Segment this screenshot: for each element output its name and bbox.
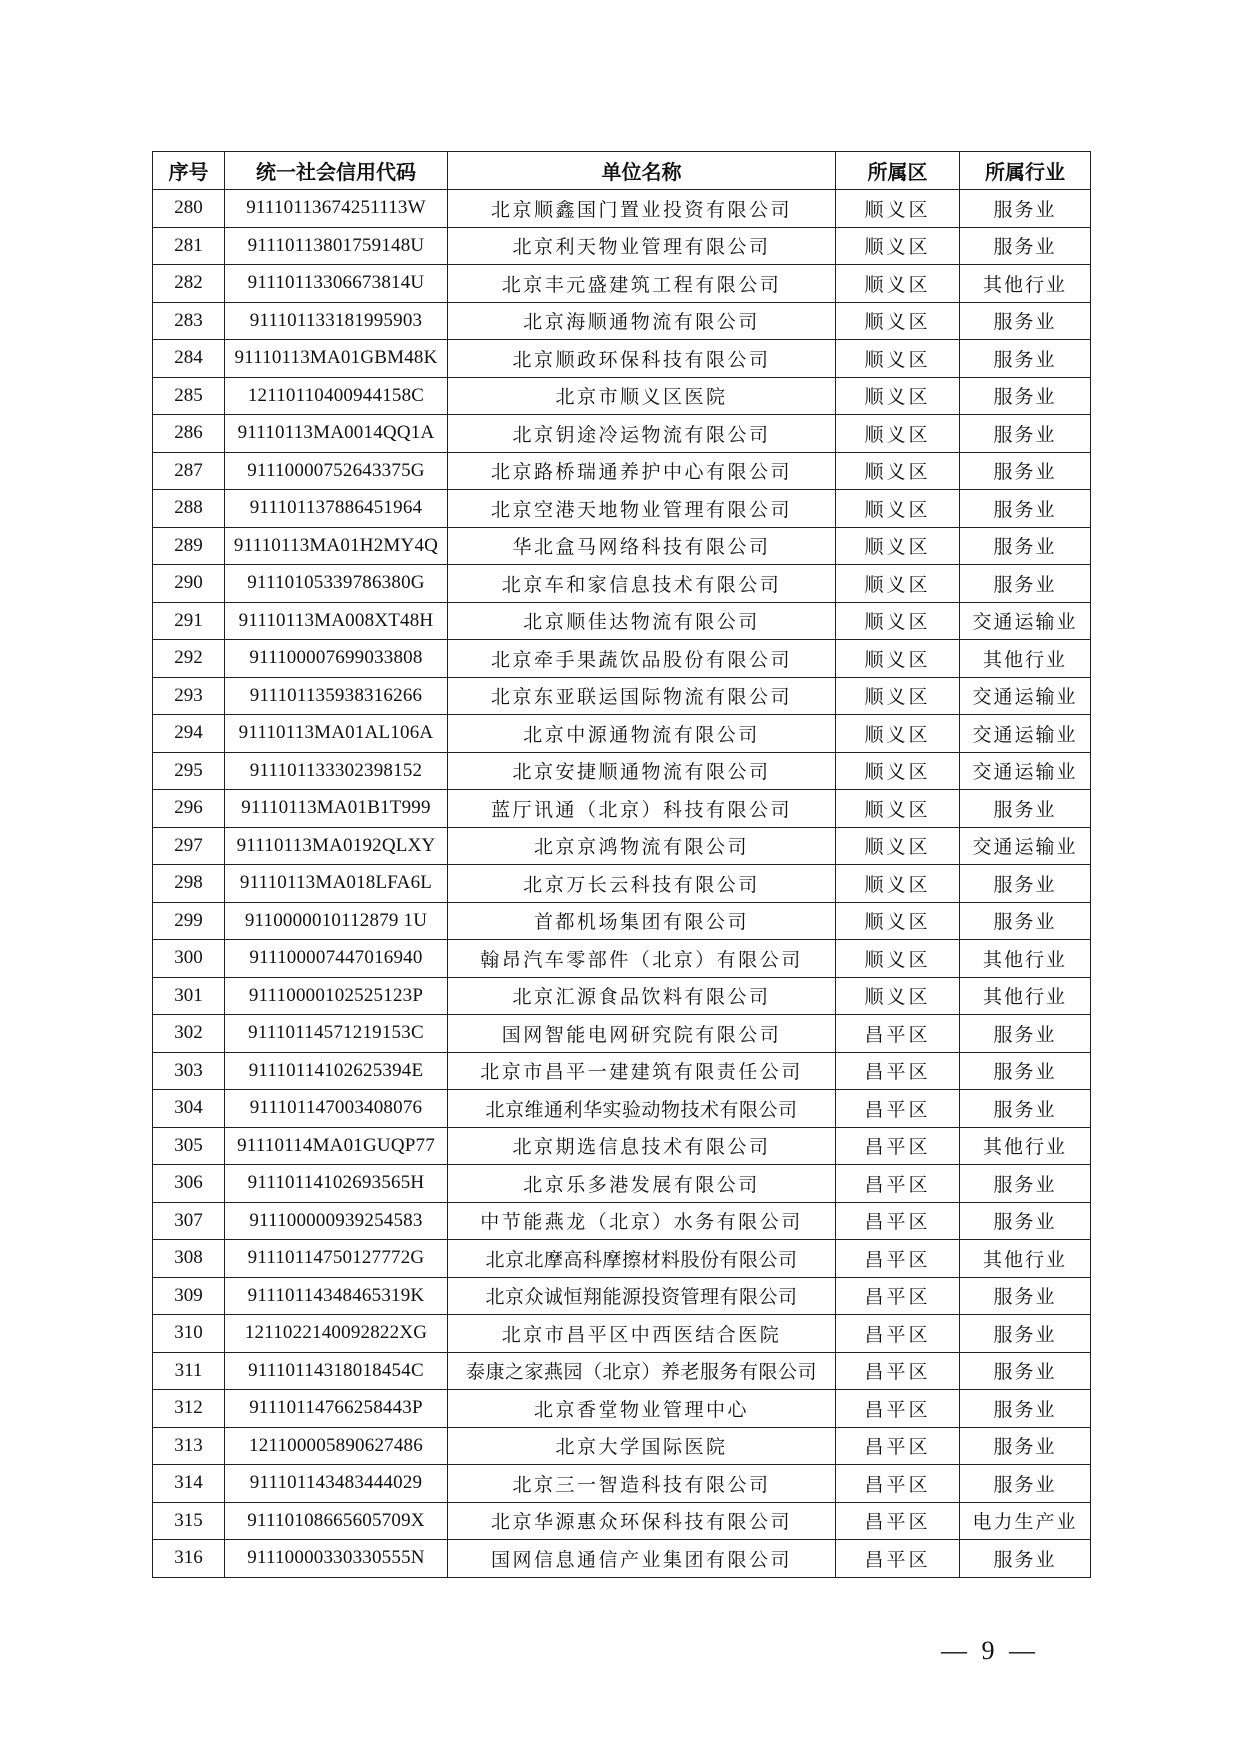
cell-credit-code: 911100000939254583 [225,1202,448,1240]
cell-serial: 299 [153,902,225,940]
cell-industry: 服务业 [960,415,1091,453]
cell-unit-name: 中节能燕龙（北京）水务有限公司 [448,1202,836,1240]
cell-credit-code: 91110113MA01B1T999 [225,790,448,828]
cell-serial: 283 [153,302,225,340]
cell-credit-code: 91110114102625394E [225,1052,448,1090]
cell-industry: 服务业 [960,527,1091,565]
cell-credit-code: 911101147003408076 [225,1090,448,1128]
cell-serial: 285 [153,377,225,415]
cell-industry: 服务业 [960,1315,1091,1353]
cell-serial: 303 [153,1052,225,1090]
cell-serial: 288 [153,490,225,528]
cell-industry: 交通运输业 [960,827,1091,865]
cell-credit-code: 911100007447016940 [225,940,448,978]
cell-industry: 电力生产业 [960,1502,1091,1540]
cell-credit-code: 911101143483444029 [225,1465,448,1503]
cell-district: 昌平区 [836,1540,960,1578]
cell-serial: 300 [153,940,225,978]
cell-unit-name: 北京安捷顺通物流有限公司 [448,752,836,790]
cell-district: 顺义区 [836,677,960,715]
table-row [153,1127,1091,1165]
cell-unit-name: 北京顺政环保科技有限公司 [448,340,836,378]
table-row [153,415,1091,453]
cell-credit-code: 91110114766258443P [225,1390,448,1428]
cell-industry: 服务业 [960,377,1091,415]
cell-serial: 284 [153,340,225,378]
table-row [153,1315,1091,1353]
cell-credit-code: 91110114348465319K [225,1277,448,1315]
cell-district: 昌平区 [836,1277,960,1315]
cell-industry: 其他行业 [960,940,1091,978]
header-serial: 序号 [153,152,225,190]
cell-unit-name: 北京空港天地物业管理有限公司 [448,490,836,528]
cell-industry: 交通运输业 [960,752,1091,790]
cell-industry: 其他行业 [960,977,1091,1015]
cell-unit-name: 北京香堂物业管理中心 [448,1390,836,1428]
cell-serial: 289 [153,527,225,565]
cell-district: 昌平区 [836,1502,960,1540]
cell-credit-code: 91110114571219153C [225,1015,448,1053]
cell-serial: 294 [153,715,225,753]
header-unit-name: 单位名称 [448,152,836,190]
cell-unit-name: 北京路桥瑞通养护中心有限公司 [448,452,836,490]
table-row [153,452,1091,490]
cell-industry: 服务业 [960,1015,1091,1053]
table-row [153,1052,1091,1090]
cell-unit-name: 北京乐多港发展有限公司 [448,1165,836,1203]
cell-credit-code: 91110114318018454C [225,1352,448,1390]
cell-unit-name: 北京利天物业管理有限公司 [448,227,836,265]
cell-serial: 282 [153,265,225,303]
cell-industry: 其他行业 [960,1240,1091,1278]
cell-credit-code: 91110108665605709X [225,1502,448,1540]
cell-unit-name: 北京顺佳达物流有限公司 [448,602,836,640]
cell-industry: 服务业 [960,1165,1091,1203]
cell-credit-code: 1211022140092822XG [225,1315,448,1353]
page-number: — 9 — [941,1636,1039,1665]
cell-industry: 服务业 [960,790,1091,828]
cell-unit-name: 北京维通利华实验动物技术有限公司 [448,1090,836,1128]
table-row [153,227,1091,265]
cell-credit-code: 12110110400944158C [225,377,448,415]
cell-industry: 交通运输业 [960,677,1091,715]
cell-district: 昌平区 [836,1052,960,1090]
cell-credit-code: 91110113674251113W [225,190,448,228]
cell-industry: 服务业 [960,1352,1091,1390]
cell-industry: 服务业 [960,1540,1091,1578]
table-row [153,1165,1091,1203]
cell-district: 顺义区 [836,790,960,828]
cell-unit-name: 北京东亚联运国际物流有限公司 [448,677,836,715]
cell-credit-code: 91110114MA01GUQP77 [225,1127,448,1165]
cell-serial: 312 [153,1390,225,1428]
cell-serial: 291 [153,602,225,640]
cell-industry: 服务业 [960,227,1091,265]
enterprise-table [152,151,1091,1578]
cell-unit-name: 翰昂汽车零部件（北京）有限公司 [448,940,836,978]
table-row [153,377,1091,415]
cell-district: 顺义区 [836,527,960,565]
cell-industry: 交通运输业 [960,715,1091,753]
header-industry: 所属行业 [960,152,1091,190]
cell-credit-code: 91110113MA01GBM48K [225,340,448,378]
cell-serial: 280 [153,190,225,228]
cell-industry: 服务业 [960,1052,1091,1090]
cell-credit-code: 91110114750127772G [225,1240,448,1278]
cell-serial: 315 [153,1502,225,1540]
table-row [153,1240,1091,1278]
cell-credit-code: 91110113MA0192QLXY [225,827,448,865]
table-row [153,752,1091,790]
cell-credit-code: 91110000102525123P [225,977,448,1015]
cell-serial: 304 [153,1090,225,1128]
cell-unit-name: 北京牵手果蔬饮品股份有限公司 [448,640,836,678]
cell-unit-name: 北京期选信息技术有限公司 [448,1127,836,1165]
cell-district: 昌平区 [836,1352,960,1390]
cell-credit-code: 91110113MA008XT48H [225,602,448,640]
cell-district: 昌平区 [836,1165,960,1203]
table-row [153,1540,1091,1578]
cell-unit-name: 北京市顺义区医院 [448,377,836,415]
cell-industry: 服务业 [960,565,1091,603]
cell-serial: 314 [153,1465,225,1503]
table-row [153,1427,1091,1465]
cell-industry: 服务业 [960,1277,1091,1315]
table-row [153,1277,1091,1315]
cell-industry: 服务业 [960,1427,1091,1465]
cell-district: 顺义区 [836,565,960,603]
table-row [153,190,1091,228]
table-header-row [153,152,1091,190]
cell-credit-code: 91110113306673814U [225,265,448,303]
cell-unit-name: 蓝厅讯通（北京）科技有限公司 [448,790,836,828]
table-row [153,865,1091,903]
cell-unit-name: 北京车和家信息技术有限公司 [448,565,836,603]
header-district: 所属区 [836,152,960,190]
cell-district: 顺义区 [836,340,960,378]
cell-industry: 服务业 [960,452,1091,490]
cell-serial: 296 [153,790,225,828]
header-credit-code: 统一社会信用代码 [225,152,448,190]
cell-unit-name: 北京中源通物流有限公司 [448,715,836,753]
cell-unit-name: 北京丰元盛建筑工程有限公司 [448,265,836,303]
cell-unit-name: 北京众诚恒翔能源投资管理有限公司 [448,1277,836,1315]
cell-district: 顺义区 [836,452,960,490]
cell-unit-name: 北京三一智造科技有限公司 [448,1465,836,1503]
cell-industry: 服务业 [960,902,1091,940]
table-row [153,640,1091,678]
cell-serial: 307 [153,1202,225,1240]
cell-serial: 301 [153,977,225,1015]
cell-district: 顺义区 [836,977,960,1015]
cell-unit-name: 北京北摩高科摩擦材料股份有限公司 [448,1240,836,1278]
cell-district: 顺义区 [836,377,960,415]
cell-industry: 交通运输业 [960,602,1091,640]
cell-serial: 316 [153,1540,225,1578]
cell-district: 顺义区 [836,940,960,978]
table-row [153,940,1091,978]
cell-credit-code: 91110113MA01H2MY4Q [225,527,448,565]
cell-district: 顺义区 [836,415,960,453]
table-row [153,977,1091,1015]
cell-district: 顺义区 [836,752,960,790]
cell-industry: 其他行业 [960,640,1091,678]
cell-unit-name: 北京万长云科技有限公司 [448,865,836,903]
cell-district: 顺义区 [836,827,960,865]
cell-unit-name: 北京汇源食品饮料有限公司 [448,977,836,1015]
cell-credit-code: 91110000330330555N [225,1540,448,1578]
cell-district: 顺义区 [836,602,960,640]
table-row [153,1015,1091,1053]
cell-unit-name: 华北盒马网络科技有限公司 [448,527,836,565]
cell-serial: 287 [153,452,225,490]
cell-serial: 308 [153,1240,225,1278]
cell-industry: 服务业 [960,490,1091,528]
cell-district: 昌平区 [836,1390,960,1428]
table-row [153,1502,1091,1540]
cell-district: 顺义区 [836,265,960,303]
cell-serial: 298 [153,865,225,903]
table-row [153,715,1091,753]
cell-serial: 286 [153,415,225,453]
cell-unit-name: 北京海顺通物流有限公司 [448,302,836,340]
cell-credit-code: 91110113MA01AL106A [225,715,448,753]
cell-district: 昌平区 [836,1315,960,1353]
cell-unit-name: 北京市昌平一建建筑有限责任公司 [448,1052,836,1090]
table-row [153,902,1091,940]
table-row [153,1090,1091,1128]
cell-district: 昌平区 [836,1202,960,1240]
table-row [153,790,1091,828]
cell-district: 昌平区 [836,1427,960,1465]
cell-industry: 服务业 [960,1465,1091,1503]
table-row [153,565,1091,603]
cell-unit-name: 北京华源惠众环保科技有限公司 [448,1502,836,1540]
cell-district: 顺义区 [836,490,960,528]
table-row [153,265,1091,303]
cell-district: 顺义区 [836,715,960,753]
cell-unit-name: 北京顺鑫国门置业投资有限公司 [448,190,836,228]
table-row [153,1465,1091,1503]
cell-credit-code: 91110000752643375G [225,452,448,490]
cell-serial: 310 [153,1315,225,1353]
table-row [153,1390,1091,1428]
cell-unit-name: 首都机场集团有限公司 [448,902,836,940]
cell-district: 顺义区 [836,902,960,940]
cell-serial: 309 [153,1277,225,1315]
cell-serial: 305 [153,1127,225,1165]
cell-industry: 服务业 [960,302,1091,340]
cell-serial: 293 [153,677,225,715]
cell-unit-name: 北京钥途冷运物流有限公司 [448,415,836,453]
cell-industry: 服务业 [960,340,1091,378]
cell-unit-name: 泰康之家燕园（北京）养老服务有限公司 [448,1352,836,1390]
cell-unit-name: 北京京鸿物流有限公司 [448,827,836,865]
cell-district: 昌平区 [836,1465,960,1503]
cell-district: 顺义区 [836,865,960,903]
table-row [153,1352,1091,1390]
cell-industry: 服务业 [960,865,1091,903]
cell-industry: 服务业 [960,1090,1091,1128]
cell-industry: 服务业 [960,190,1091,228]
cell-unit-name: 北京大学国际医院 [448,1427,836,1465]
cell-industry: 服务业 [960,1202,1091,1240]
cell-serial: 297 [153,827,225,865]
cell-credit-code: 911101133181995903 [225,302,448,340]
cell-credit-code: 91110114102693565H [225,1165,448,1203]
table-row [153,527,1091,565]
cell-credit-code: 91110113MA018LFA6L [225,865,448,903]
table-row [153,490,1091,528]
cell-unit-name: 国网信息通信产业集团有限公司 [448,1540,836,1578]
cell-credit-code: 911101135938316266 [225,677,448,715]
table-row [153,602,1091,640]
cell-serial: 302 [153,1015,225,1053]
cell-serial: 306 [153,1165,225,1203]
cell-industry: 服务业 [960,1390,1091,1428]
table-row [153,1202,1091,1240]
cell-district: 顺义区 [836,302,960,340]
cell-credit-code: 911101133302398152 [225,752,448,790]
cell-credit-code: 91110113MA0014QQ1A [225,415,448,453]
table-row [153,827,1091,865]
cell-district: 昌平区 [836,1127,960,1165]
cell-serial: 313 [153,1427,225,1465]
cell-serial: 281 [153,227,225,265]
cell-credit-code: 91110105339786380G [225,565,448,603]
cell-credit-code: 91110113801759148U [225,227,448,265]
cell-district: 顺义区 [836,227,960,265]
cell-district: 昌平区 [836,1015,960,1053]
table-row [153,302,1091,340]
cell-credit-code: 121100005890627486 [225,1427,448,1465]
cell-district: 顺义区 [836,190,960,228]
cell-district: 昌平区 [836,1090,960,1128]
cell-serial: 295 [153,752,225,790]
cell-serial: 311 [153,1352,225,1390]
cell-unit-name: 北京市昌平区中西医结合医院 [448,1315,836,1353]
cell-serial: 292 [153,640,225,678]
cell-credit-code: 9110000010112879 1U [225,902,448,940]
table-body [153,190,1091,1578]
cell-district: 顺义区 [836,640,960,678]
cell-industry: 其他行业 [960,265,1091,303]
cell-district: 昌平区 [836,1240,960,1278]
table-row [153,340,1091,378]
cell-credit-code: 911101137886451964 [225,490,448,528]
cell-unit-name: 国网智能电网研究院有限公司 [448,1015,836,1053]
cell-industry: 其他行业 [960,1127,1091,1165]
cell-serial: 290 [153,565,225,603]
cell-credit-code: 911100007699033808 [225,640,448,678]
table-row [153,677,1091,715]
